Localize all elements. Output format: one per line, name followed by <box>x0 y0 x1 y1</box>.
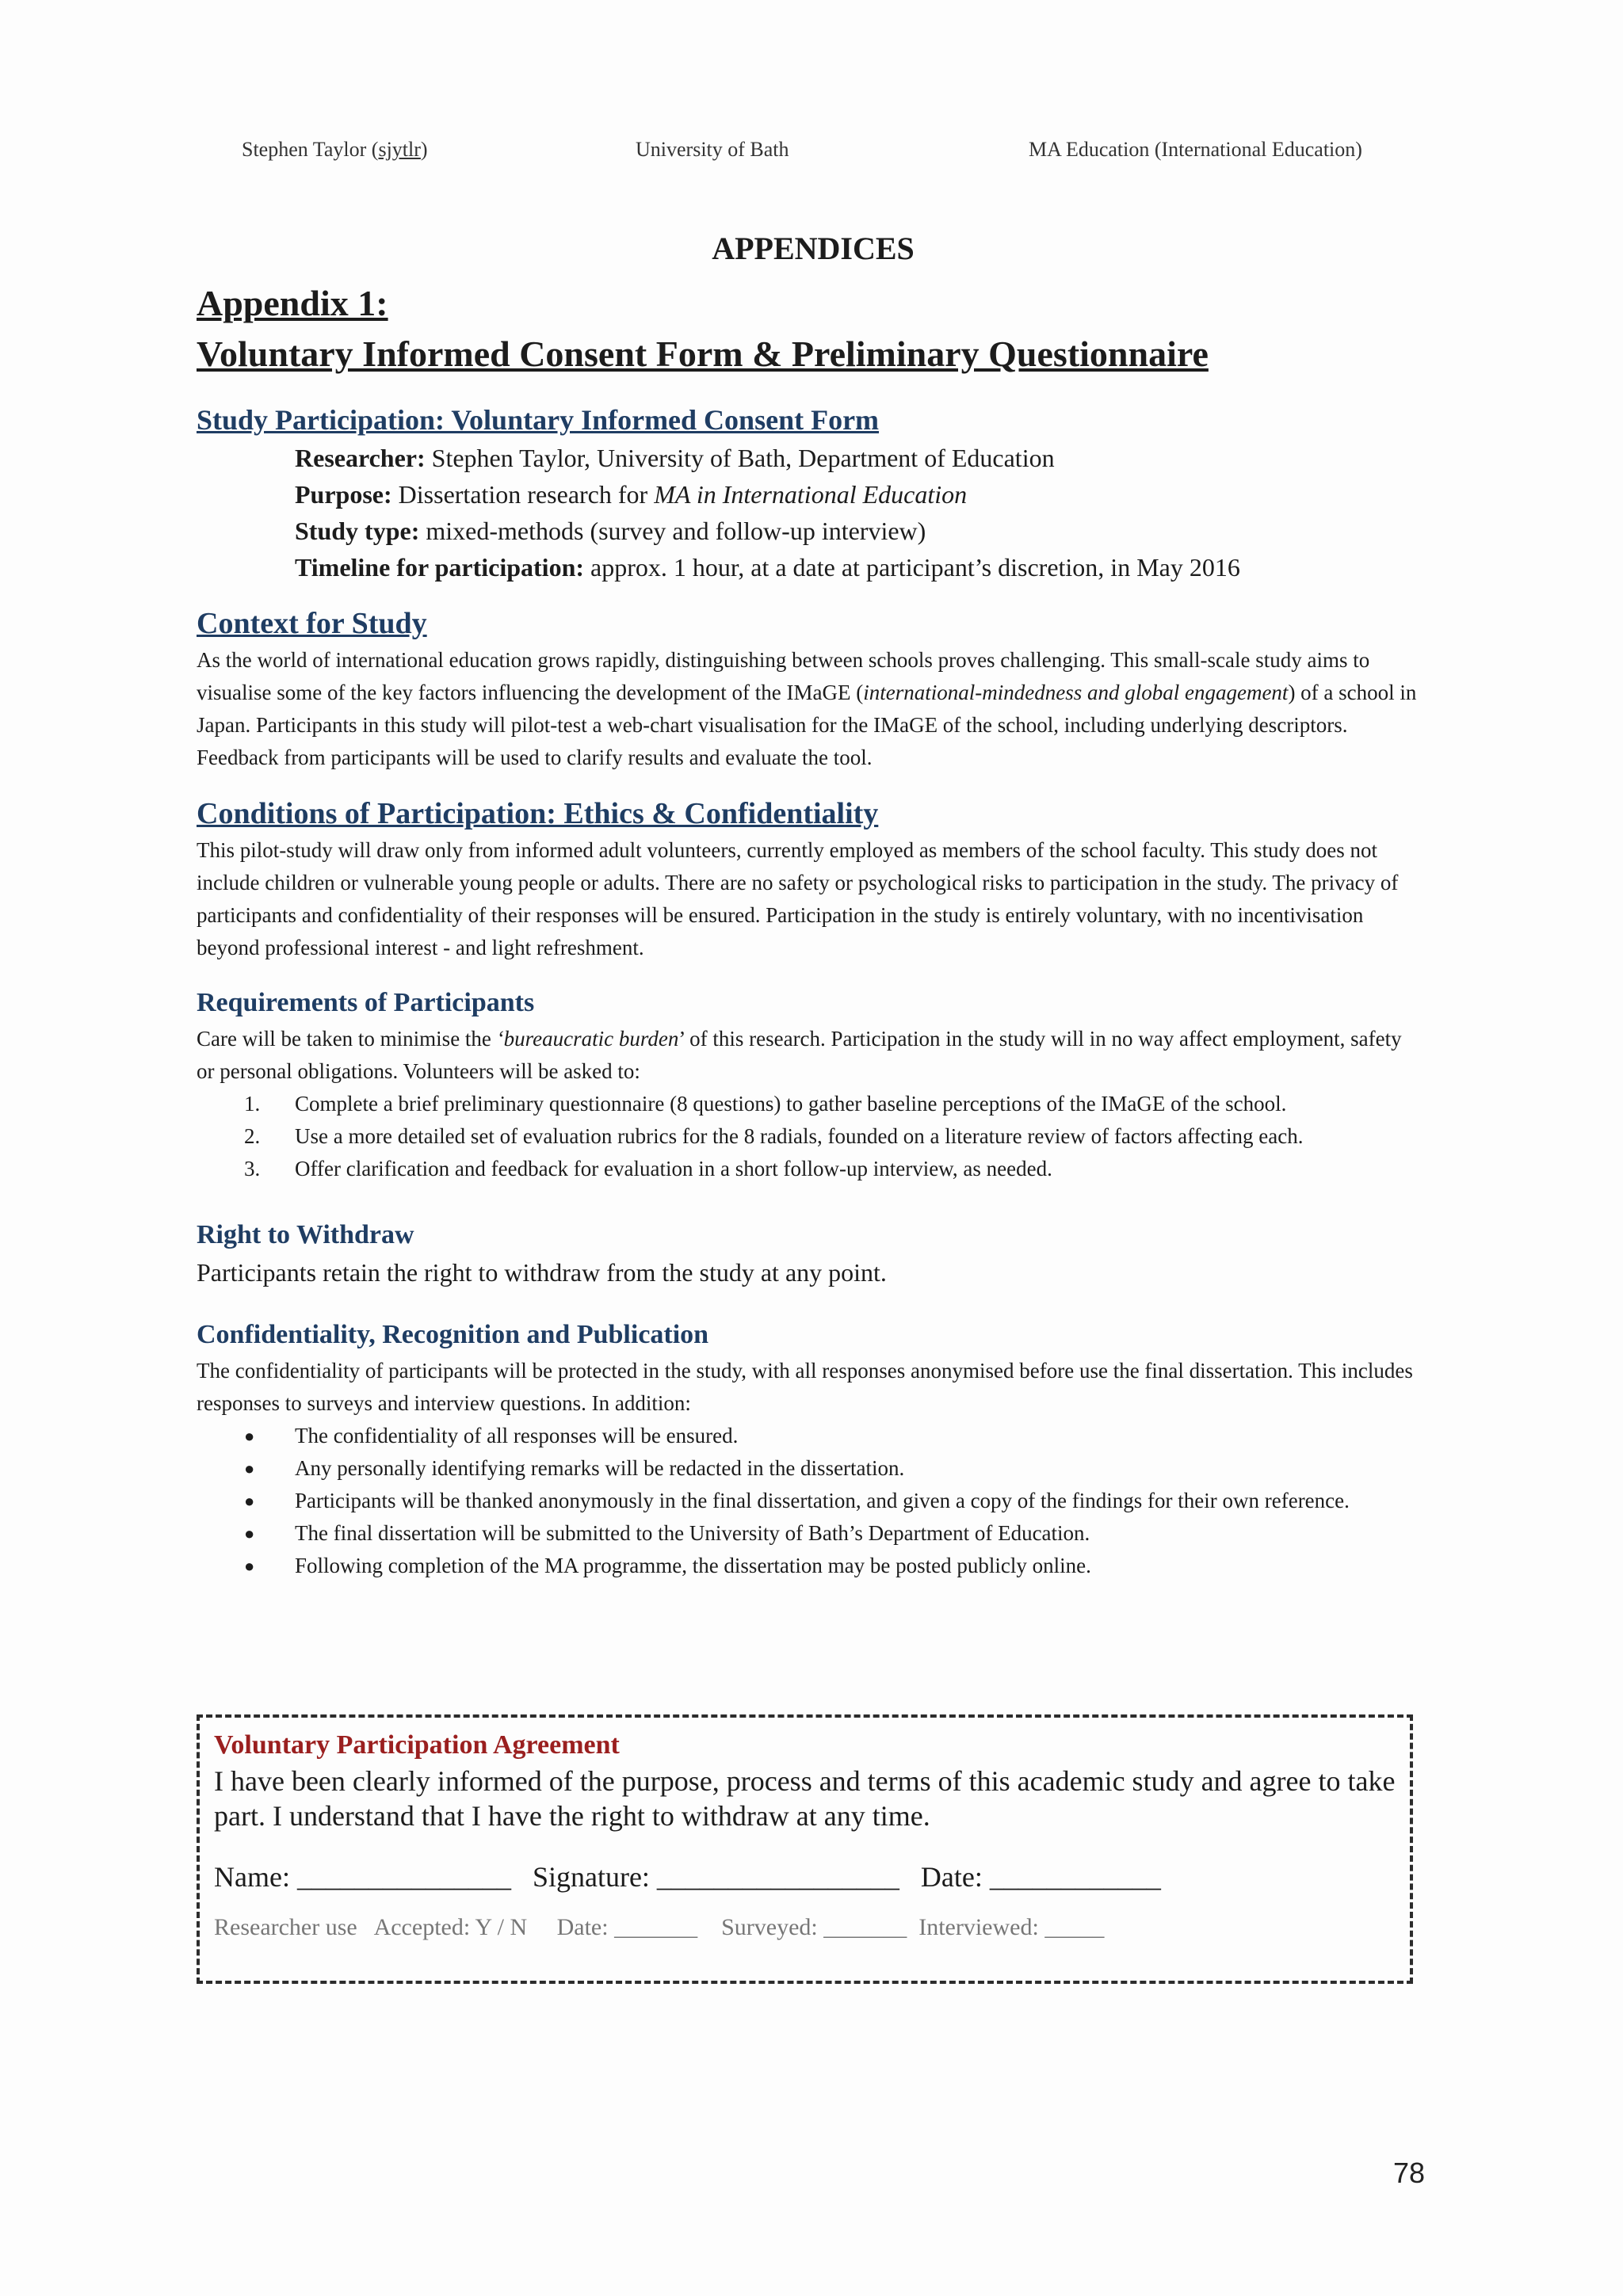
withdraw-paragraph: Participants retain the right to withdraw from the study at any point. <box>197 1258 887 1287</box>
list-item: ● Participants will be thanked anonymously in the final dissertation, and given a copy of the findings for their own reference. <box>244 1489 1350 1512</box>
header-university: University of Bath <box>636 138 789 161</box>
list-item: 2. Use a more detailed set of evaluation rubrics for the 8 radials, founded on a literature review of factors affecting each. <box>244 1124 1304 1148</box>
requirements-paragraph: Care will be taken to minimise the ‘bureaucratic burden’ of this research. Participation in the study will in no way affect employment, safety or personal obligations. Volunteers will be asked to: <box>197 1027 1402 1083</box>
author-username-link[interactable]: sjytlr <box>378 138 421 161</box>
list-item: ● Following completion of the MA programme, the dissertation may be posted publicly online. <box>244 1554 1091 1577</box>
header-author: Stephen Taylor (sjytlr) <box>242 138 428 161</box>
list-item: ● Any personally identifying remarks will be redacted in the dissertation. <box>244 1456 905 1480</box>
confidentiality-heading: Confidentiality, Recognition and Publication <box>197 1320 709 1349</box>
list-item: 3. Offer clarification and feedback for evaluation in a short follow-up interview, as needed. <box>244 1157 1052 1180</box>
study-info-list <box>295 440 1421 585</box>
confidentiality-paragraph: The confidentiality of participants will be protected in the study, with all responses anonymised before use the final dissertation. This includes responses to surveys and interview questions. In addition: <box>197 1359 1413 1415</box>
signature-fields[interactable]: Name: _______________ Signature: _________________ Date: ____________ <box>214 1861 1161 1893</box>
context-paragraph: As the world of international education grows rapidly, distinguishing between schools proves challenging. This small-scale study aims to visualise some of the key factors influencing the development of the IMaGE (international-mindedness and global engagement) of a school in Japan. Participants in this study will pilot-test a web-chart visualisation for the IMaGE of the school, including underlying descriptors. Feedback from participants will be used to clarify results and evaluate the tool. <box>197 648 1417 769</box>
conditions-heading: Conditions of Participation: Ethics & Confidentiality <box>197 797 879 830</box>
header-programme: MA Education (International Education) <box>1029 138 1362 161</box>
appendix-title-line2: Voluntary Informed Consent Form & Preliminary Questionnaire <box>197 334 1209 374</box>
list-item: ● The confidentiality of all responses will be ensured. <box>244 1424 739 1447</box>
page-number: 78 <box>1393 2157 1426 2189</box>
conditions-paragraph: This pilot-study will draw only from informed adult volunteers, currently employed as members of the school faculty. This study does not include children or vulnerable young people or adults. There are no safety or psychological risks to participation in the study. The privacy of participants and confidentiality of their responses will be ensured. Participation in the study is entirely voluntary, with no incentivisation beyond professional interest - and light refreshment. <box>197 838 1399 959</box>
participation-agreement-box <box>197 1714 1413 1984</box>
study-info-purpose: Purpose: Dissertation research for MA in International Education <box>295 480 968 509</box>
agreement-statement: I have been clearly informed of the purpose, process and terms of this academic study and agree to take part. I understand that I have the right to withdraw at any time. <box>214 1765 1396 1832</box>
list-item: 1. Complete a brief preliminary questionnaire (8 questions) to gather baseline perceptions of the IMaGE of the school. <box>244 1092 1287 1116</box>
list-item: ● The final dissertation will be submitted to the University of Bath’s Department of Education. <box>244 1521 1090 1545</box>
requirements-heading: Requirements of Participants <box>197 988 535 1017</box>
agreement-heading: Voluntary Participation Agreement <box>214 1730 620 1760</box>
withdraw-heading: Right to Withdraw <box>197 1220 414 1249</box>
consent-form-heading: Study Participation: Voluntary Informed Consent Form <box>197 404 880 436</box>
document-body <box>197 230 1421 1582</box>
context-heading: Context for Study <box>197 607 427 640</box>
study-info-timeline: Timeline for participation: approx. 1 hour, at a date at participant’s discretion, in May 2016 <box>295 553 1240 582</box>
requirements-list <box>197 1088 1421 1185</box>
appendix-title-line1: Appendix 1: <box>197 283 388 323</box>
appendices-heading: APPENDICES <box>712 231 915 266</box>
study-info-researcher: Researcher: Stephen Taylor, University of Bath, Department of Education <box>295 444 1055 472</box>
study-info-type: Study type: mixed-methods (survey and follow-up interview) <box>295 517 926 545</box>
researcher-use-fields[interactable]: Researcher use Accepted: Y / N Date: _______ Surveyed: _______ Interviewed: _____ <box>214 1914 1105 1940</box>
confidentiality-list <box>197 1420 1421 1582</box>
